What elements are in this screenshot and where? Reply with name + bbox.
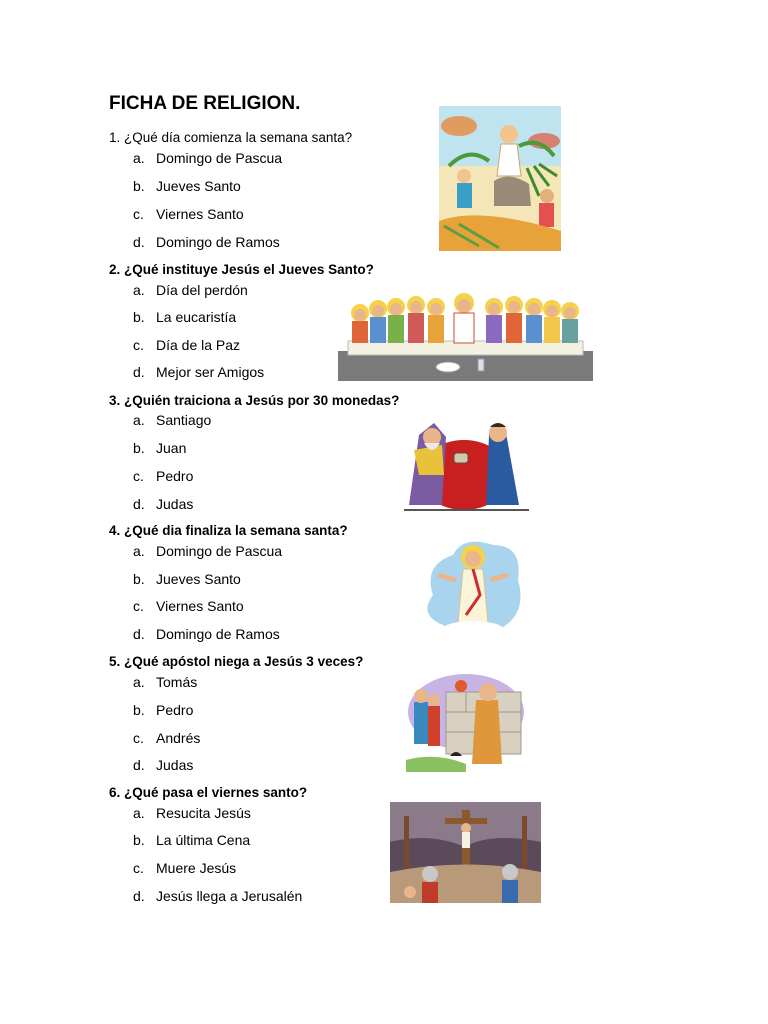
option-text: Mejor ser Amigos bbox=[156, 364, 265, 380]
question-1: 1. ¿Qué día comienza la semana santa? bbox=[109, 130, 353, 145]
option-letter: c. bbox=[133, 468, 144, 484]
option-text: Judas bbox=[156, 496, 194, 512]
option-letter: d. bbox=[133, 626, 145, 642]
option-letter: a. bbox=[133, 150, 145, 166]
option-text: Domingo de Ramos bbox=[156, 234, 280, 250]
option-letter: c. bbox=[133, 337, 144, 353]
option-letter: a. bbox=[133, 674, 145, 690]
option-letter: c. bbox=[133, 598, 144, 614]
option-letter: b. bbox=[133, 571, 145, 587]
judas-betrayal-illustration bbox=[394, 415, 538, 517]
question-3: 3. ¿Quién traiciona a Jesús por 30 monedas? bbox=[109, 393, 400, 408]
question-4: 4. ¿Qué dia finaliza la semana santa? bbox=[109, 523, 348, 538]
question-5: 5. ¿Qué apóstol niega a Jesús 3 veces? bbox=[109, 654, 364, 669]
option-text: Jueves Santo bbox=[156, 571, 241, 587]
option-letter: b. bbox=[133, 178, 145, 194]
option-letter: a. bbox=[133, 805, 145, 821]
option-text: Domingo de Ramos bbox=[156, 626, 280, 642]
palm-sunday-illustration bbox=[439, 106, 561, 251]
option-text: Santiago bbox=[156, 412, 212, 428]
option-letter: a. bbox=[133, 282, 145, 298]
option-letter: a. bbox=[133, 543, 145, 559]
option-letter: b. bbox=[133, 309, 145, 325]
option-text: Resucita Jesús bbox=[156, 805, 251, 821]
option-letter: d. bbox=[133, 888, 145, 904]
option-text: La última Cena bbox=[156, 832, 251, 848]
option-letter: b. bbox=[133, 440, 145, 456]
option-text: Pedro bbox=[156, 468, 194, 484]
option-text: Viernes Santo bbox=[156, 598, 244, 614]
crucifixion-illustration bbox=[390, 802, 541, 903]
last-supper-illustration bbox=[338, 293, 593, 381]
option-text: Jesús llega a Jerusalén bbox=[156, 888, 303, 904]
resurrection-illustration bbox=[418, 535, 528, 643]
option-letter: d. bbox=[133, 364, 145, 380]
option-letter: c. bbox=[133, 860, 144, 876]
option-text: Juan bbox=[156, 440, 187, 456]
page-title: FICHA DE RELIGION. bbox=[109, 93, 301, 114]
option-letter: a. bbox=[133, 412, 145, 428]
peter-denial-illustration bbox=[406, 672, 524, 772]
option-text: Día de la Paz bbox=[156, 337, 241, 353]
question-6: 6. ¿Qué pasa el viernes santo? bbox=[109, 785, 308, 800]
option-text: Domingo de Pascua bbox=[156, 150, 283, 166]
option-letter: b. bbox=[133, 702, 145, 718]
option-text: Pedro bbox=[156, 702, 194, 718]
option-text: Andrés bbox=[156, 730, 201, 746]
option-text: Judas bbox=[156, 757, 194, 773]
option-text: Domingo de Pascua bbox=[156, 543, 283, 559]
option-letter: c. bbox=[133, 730, 144, 746]
option-text: La eucaristía bbox=[156, 309, 237, 325]
option-letter: c. bbox=[133, 206, 144, 222]
option-text: Viernes Santo bbox=[156, 206, 244, 222]
option-text: Día del perdón bbox=[156, 282, 248, 298]
option-letter: d. bbox=[133, 234, 145, 250]
option-text: Jueves Santo bbox=[156, 178, 241, 194]
option-letter: d. bbox=[133, 757, 145, 773]
question-2: 2. ¿Qué instituye Jesús el Jueves Santo? bbox=[109, 262, 374, 277]
option-text: Muere Jesús bbox=[156, 860, 237, 876]
option-letter: b. bbox=[133, 832, 145, 848]
option-text: Tomás bbox=[156, 674, 198, 690]
option-letter: d. bbox=[133, 496, 145, 512]
